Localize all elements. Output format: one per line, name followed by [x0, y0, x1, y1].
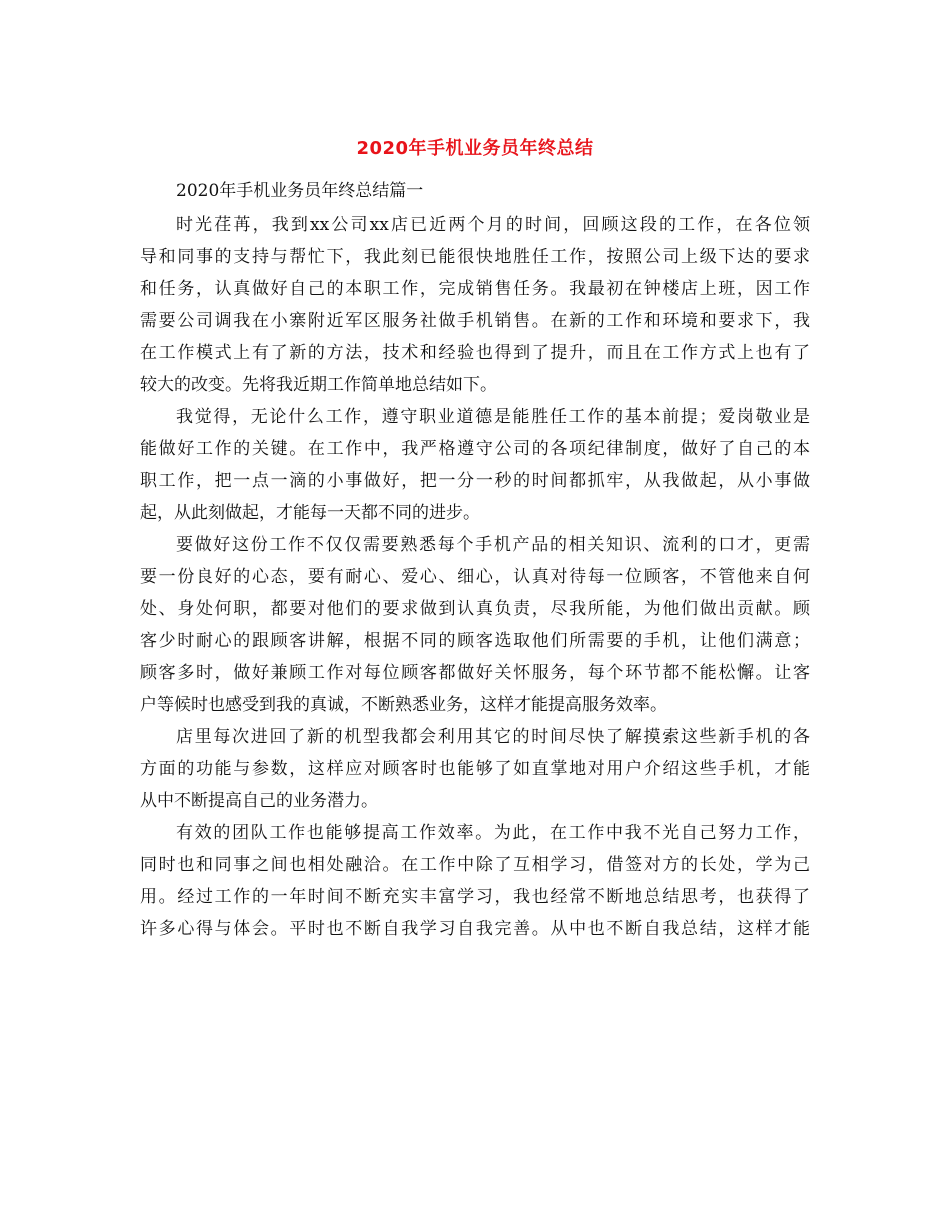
paragraph-line: 同时也和同事之间也相处融洽。在工作中除了互相学习，借签对方的长处，学为己: [140, 855, 810, 875]
document-title: 2020年手机业务员年终总结: [356, 138, 594, 159]
paragraph-line: 用。经过工作的一年时间不断充实丰富学习，我也经常不断地总结思考，也获得了: [140, 887, 810, 907]
paragraph-line: 店里每次进回了新的机型我都会利用其它的时间尽快了解摸索这些新手机的各: [176, 727, 810, 747]
paragraph-line: 职工作，把一点一滴的小事做好，把一分一秒的时间都抓牢，从我做起，从小事做: [140, 471, 810, 491]
paragraph-line: 我觉得，无论什么工作，遵守职业道德是能胜任工作的基本前提；爱岗敬业是: [176, 407, 810, 427]
paragraph-line: 顾客多时，做好兼顾工作对每位顾客都做好关怀服务，每个环节都不能松懈。让客: [140, 663, 810, 683]
paragraph-line: 起，从此刻做起，才能每一天都不同的进步。: [140, 503, 480, 523]
paragraph-line: 户等候时也感受到我的真诚，不断熟悉业务，这样才能提高服务效率。: [140, 695, 667, 715]
paragraph-line: 能做好工作的关键。在工作中，我严格遵守公司的各项纪律制度，做好了自己的本: [140, 439, 810, 459]
paragraph-line: 导和同事的支持与帮忙下，我此刻已能很快地胜任工作，按照公司上级下达的要求: [140, 247, 810, 267]
paragraph-line: 要一份良好的心态，要有耐心、爱心、细心，认真对待每一位顾客，不管他来自何: [140, 567, 810, 587]
paragraph-line: 方面的功能与参数，这样应对顾客时也能够了如直掌地对用户介绍这些手机，才能: [140, 759, 810, 779]
paragraph-line: 有效的团队工作也能够提高工作效率。为此，在工作中我不光自己努力工作，: [176, 823, 810, 843]
paragraph-line: 时光荏苒，我到xx公司xx店已近两个月的时间，回顾这段的工作，在各位领: [176, 215, 810, 235]
paragraph-line: 客少时耐心的跟顾客讲解，根据不同的顾客选取他们所需要的手机，让他们满意；: [140, 631, 810, 651]
paragraph-line: 较大的改变。先将我近期工作简单地总结如下。: [140, 375, 497, 395]
paragraph-line: 和任务，认真做好自己的本职工作，完成销售任务。我最初在钟楼店上班，因工作: [140, 279, 810, 299]
paragraph-line: 要做好这份工作不仅仅需要熟悉每个手机产品的相关知识、流利的口才，更需: [176, 535, 810, 555]
paragraph-line: 从中不断提高自己的业务潜力。: [140, 791, 378, 811]
paragraph-line: 处、身处何职，都要对他们的要求做到认真负责，尽我所能，为他们做出贡献。顾: [140, 599, 810, 619]
paragraph-line: 许多心得与体会。平时也不断自我学习自我完善。从中也不断自我总结，这样才能: [140, 919, 810, 939]
paragraph-line: 需要公司调我在小寨附近军区服务社做手机销售。在新的工作和环境和要求下，我: [140, 311, 810, 331]
section-heading: 2020年手机业务员年终总结篇一: [176, 181, 424, 201]
paragraph-line: 在工作模式上有了新的方法，技术和经验也得到了提升，而且在工作方式上也有了: [140, 343, 810, 363]
